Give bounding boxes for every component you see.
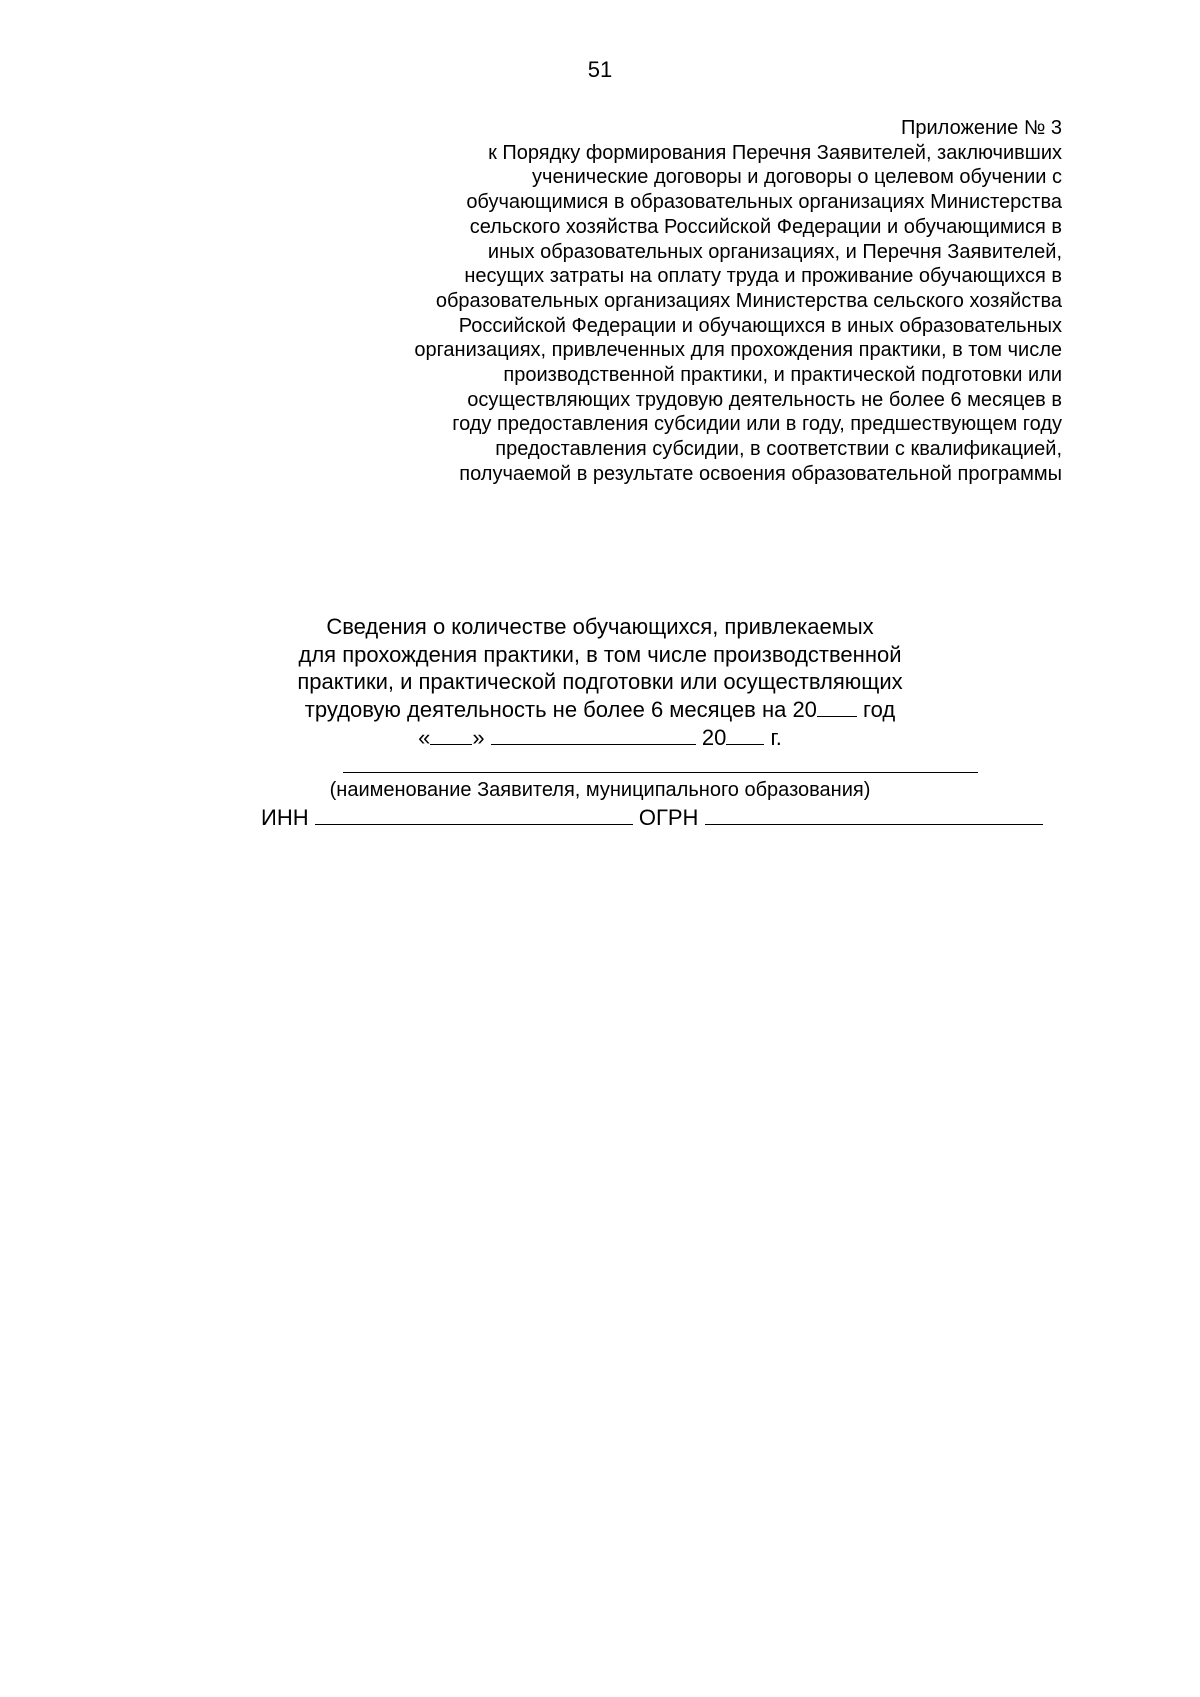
appendix-line: Приложение № 3 <box>901 117 1062 139</box>
date-year-prefix: 20 <box>701 725 727 750</box>
appendix-line: предоставления субсидии, в соответствии с квалификацией, <box>495 438 1062 461</box>
inn-blank[interactable] <box>315 804 633 825</box>
ogrn-blank[interactable] <box>705 804 1043 825</box>
page-number: 51 <box>587 57 613 82</box>
form-title-line: практики, и практической подготовки или осуществляющих <box>297 669 903 694</box>
form-title-line: Сведения о количестве обучающихся, привлекаемых <box>326 614 874 639</box>
date-open-quote: « <box>418 725 431 750</box>
applicant-name-blank[interactable] <box>343 772 978 773</box>
appendix-line: ученические договоры и договоры о целевом обучении с <box>532 166 1062 189</box>
appendix-line: организациях, привлеченных для прохождения практики, в том числе <box>414 339 1062 362</box>
year-line-suffix: год <box>863 696 896 722</box>
form-title-line: для прохождения практики, в том числе производственной <box>298 641 902 667</box>
date-close-quote: » <box>472 725 485 750</box>
appendix-line: осуществляющих трудовую деятельность не более 6 месяцев в <box>467 388 1062 411</box>
appendix-line: несущих затраты на оплату труда и проживание обучающихся в <box>464 265 1062 288</box>
appendix-line: Российской Федерации и обучающихся в иных образовательных <box>458 314 1062 337</box>
date-line <box>0 724 1200 752</box>
appendix-line: сельского хозяйства Российской Федерации и обучающимися в <box>469 215 1062 238</box>
appendix-line: производственной практики, и практической подготовки или <box>503 364 1062 387</box>
appendix-line: получаемой в результате освоения образовательной программы <box>459 462 1062 485</box>
date-year-blank[interactable] <box>726 724 764 745</box>
day-blank[interactable] <box>430 724 472 745</box>
appendix-line: к Порядку формирования Перечня Заявителей, заключивших <box>488 141 1062 164</box>
report-year-blank[interactable] <box>817 696 857 717</box>
appendix-line: иных образовательных организациях, и Перечня Заявителей, <box>487 240 1062 263</box>
identifiers-line <box>261 804 1043 832</box>
ogrn-label: ОГРН <box>638 805 699 830</box>
appendix-reference-block <box>302 116 1062 487</box>
form-title <box>180 613 1020 723</box>
inn-label: ИНН <box>261 805 309 830</box>
form-title-year-line <box>180 696 1020 724</box>
month-blank[interactable] <box>491 724 696 745</box>
date-year-suffix: г. <box>770 725 782 750</box>
year-line-prefix: трудовую деятельность не более 6 месяцев на 20 <box>304 696 817 722</box>
applicant-name-caption: (наименование Заявителя, муниципального образования) <box>329 779 871 801</box>
appendix-line: образовательных организациях Министерства сельского хозяйства <box>435 289 1062 312</box>
appendix-line: году предоставления субсидии или в году, предшествующем году <box>452 413 1062 436</box>
appendix-line: обучающимися в образовательных организациях Министерства <box>466 191 1062 214</box>
